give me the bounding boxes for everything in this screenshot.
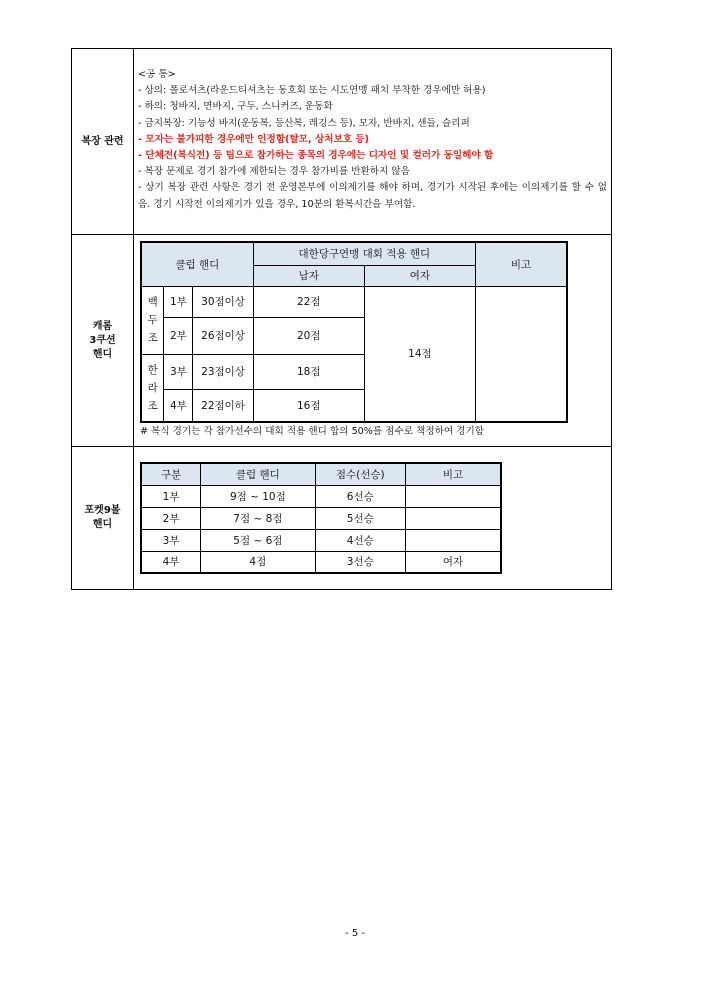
remark-cell	[406, 529, 501, 551]
club-handi-cell: 30점이상	[193, 286, 253, 317]
dress-section-label: 복장 관련	[72, 49, 134, 235]
dress-rule-line: - 상기 복장 관련 사항은 경기 전 운영본부에 이의제기를 해야 하며, 경기가 시작된 후에는 이의제기를 할 수 없음. 경기 시작전 이의제기가 있을 경우, 10분의 환복시간을 부여함.	[138, 182, 607, 210]
male-handi-cell: 20점	[253, 317, 364, 354]
remark-cell	[476, 286, 567, 422]
header-federation-handi: 대한당구연맹 대회 적용 핸디	[253, 242, 475, 265]
female-handi-cell: 14점	[364, 286, 475, 422]
pocket-label-line1: 포켓9볼	[84, 505, 121, 516]
dress-rule-line: - 상의: 폴로셔츠(라운드티셔츠는 동호회 또는 시도연맹 패치 부착한 경우에만 허용)	[138, 85, 486, 97]
dress-rule-line: <공 통>	[138, 69, 176, 80]
dress-rules	[134, 49, 611, 223]
header-remark: 비고	[476, 242, 567, 286]
club-handi-cell: 9점 ~ 10점	[201, 485, 315, 507]
pocket-handicap-table	[140, 462, 502, 574]
header-division: 구분	[141, 463, 201, 485]
carom-section-body	[134, 235, 612, 447]
score-cell: 5선승	[315, 507, 406, 529]
header-remark: 비고	[406, 463, 501, 485]
division-cell: 1부	[164, 286, 193, 317]
header-club-handi: 클럽 핸디	[141, 242, 253, 286]
dress-section-body	[134, 49, 612, 235]
club-handi-cell: 26점이상	[193, 317, 253, 354]
group-baekdu	[141, 286, 164, 354]
club-handi-cell: 7점 ~ 8점	[201, 507, 315, 529]
club-handi-cell: 5점 ~ 6점	[201, 529, 315, 551]
header-score: 점수(선승)	[315, 463, 406, 485]
remark-cell	[406, 507, 501, 529]
division-cell: 4부	[164, 389, 193, 422]
division-cell: 3부	[164, 354, 193, 389]
header-female: 여자	[364, 265, 475, 286]
male-handi-cell: 22점	[253, 286, 364, 317]
club-handi-cell: 23점이상	[193, 354, 253, 389]
division-cell: 1부	[141, 485, 201, 507]
doubles-note: # 복식 경기는 각 참가선수의 대회 적용 핸디 합의 50%를 점수로 책정하여 경기함	[140, 426, 484, 437]
rules-table	[71, 48, 612, 590]
carom-section-label	[72, 235, 134, 447]
pocket-label-line2: 핸디	[92, 519, 113, 530]
carom-label-line2: 3쿠션	[89, 334, 116, 346]
club-handi-cell: 4점	[201, 551, 315, 573]
score-cell: 6선승	[315, 485, 406, 507]
dress-rule-line: - 금지복장: 기능성 바지(운동복, 등산복, 레깅스 등), 모자, 반바지, 샌들, 슬리퍼	[138, 117, 470, 129]
carom-label-line1: 캐롬	[92, 320, 113, 332]
dress-rule-line: - 하의: 청바지, 면바지, 구두, 스니커즈, 운동화	[138, 101, 333, 113]
division-cell: 2부	[164, 317, 193, 354]
dress-rule-line: - 모자는 불가피한 경우에만 인정함(탈모, 상처보호 등)	[138, 133, 370, 145]
remark-cell: 여자	[406, 551, 501, 573]
header-club-handi: 클럽 핸디	[201, 463, 315, 485]
dress-rule-line: - 단체전(복식전) 등 팀으로 참가하는 종목의 경우에는 디자인 및 컬러가 동일해야 함	[138, 150, 494, 162]
division-cell: 3부	[141, 529, 201, 551]
pocket-section-label	[72, 447, 134, 590]
club-handi-cell: 22점이하	[193, 389, 253, 422]
dress-rule-line: - 복장 문제로 경기 참가에 제한되는 경우 참가비를 반환하지 않음	[138, 166, 410, 178]
carom-handicap-table	[140, 241, 568, 423]
division-cell: 4부	[141, 551, 201, 573]
header-male: 남자	[253, 265, 364, 286]
group-name-text: 한라조	[147, 363, 158, 412]
pocket-section-body	[134, 447, 612, 590]
group-halla	[141, 354, 164, 422]
score-cell: 3선승	[315, 551, 406, 573]
male-handi-cell: 16점	[253, 389, 364, 422]
male-handi-cell: 18점	[253, 354, 364, 389]
division-cell: 2부	[141, 507, 201, 529]
remark-cell	[406, 485, 501, 507]
page-number: - 5 -	[345, 928, 365, 939]
group-name-text: 백두조	[147, 296, 158, 344]
carom-label-line3: 핸디	[92, 348, 113, 360]
score-cell: 4선승	[315, 529, 406, 551]
